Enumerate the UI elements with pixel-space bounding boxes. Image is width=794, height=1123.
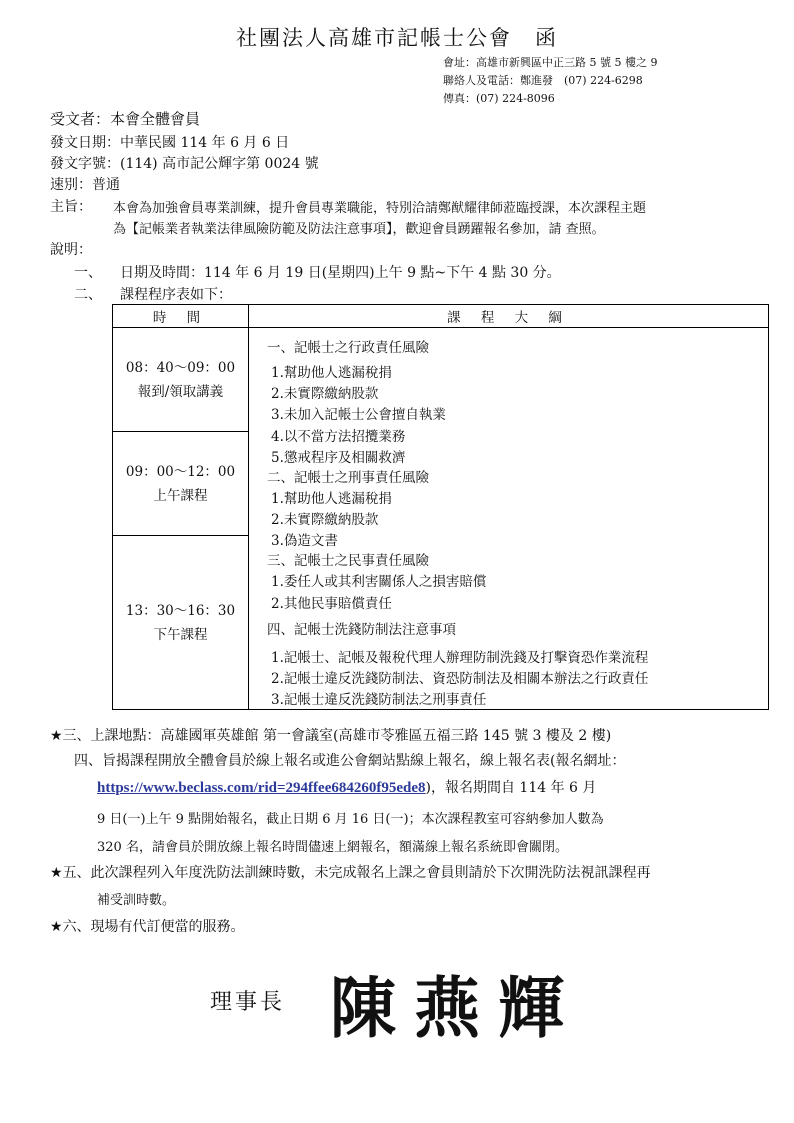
note-item-5 xyxy=(50,862,651,882)
note-item-4-text: 四、旨揭課程開放全體會員於線上報名或進公會網站點線上報名，線上報名表(報名網址： xyxy=(74,753,626,769)
outline-item: 3.未加入記帳士公會擅自執業 xyxy=(271,407,446,423)
outline-heading: 四、記帳士洗錢防制法注意事項 xyxy=(267,622,456,638)
time-range: 09：00～12：00 xyxy=(125,463,236,480)
outline-item: 4.以不當方法招攬業務 xyxy=(271,429,406,445)
chairman-signature: 陳燕輝 xyxy=(330,969,582,1047)
subject-line-1: 本會為加強會員專業訓練，提升會員專業職能，特別洽請鄭猷耀律師蒞臨授課，本次課程主題 xyxy=(113,201,647,216)
document-title: 社團法人高雄市記帳士公會 函 xyxy=(236,26,558,50)
star-icon: ★ xyxy=(50,865,63,881)
outline-item: 2.其他民事賠償責任 xyxy=(271,596,392,612)
outline-item: 1.幫助他人逃漏稅捐 xyxy=(271,365,392,381)
time-range: 13：30～16：30 xyxy=(125,602,236,619)
note-item-4-text-b: )，報名期間自 114 年 6 月 xyxy=(425,780,597,796)
note-item-4-line-3: 9 日(一)上午 9 點開始報名，截止日期 6 月 16 日(一)；本次課程教室可容納參加人數為 xyxy=(97,812,604,827)
outline-item: 3.偽造文書 xyxy=(271,533,338,549)
outline-item: 2.未實際繳納股款 xyxy=(271,512,379,528)
course-outline xyxy=(249,328,769,710)
recipient: 受文者：本會全體會員 xyxy=(50,110,201,128)
speed-level: 速別：普通 xyxy=(50,177,120,193)
outline-item: 2.未實際繳納股款 xyxy=(271,386,379,402)
star-icon: ★ xyxy=(50,919,63,935)
note-item-6 xyxy=(50,916,245,936)
outline-heading: 一、記帳士之行政責任風險 xyxy=(267,340,429,356)
note-item-5-text: 五、此次課程列入年度洗防法訓練時數，未完成報名上課之會員則請於下次開洗防法視訊課程再 xyxy=(62,865,651,881)
outline-heading: 二、記帳士之刑事責任風險 xyxy=(267,470,429,486)
table-header-row xyxy=(113,305,769,328)
item-2-text: 課程程序表如下： xyxy=(120,287,232,303)
subject-line-2: 為【記帳業者執業法律風險防範及防法注意事項】，歡迎會員踴躍報名參加，請 查照。 xyxy=(113,222,605,237)
time-column-header: 時 間 xyxy=(113,305,249,328)
slot-label: 上午課程 xyxy=(153,487,208,504)
note-item-4-line-1 xyxy=(74,750,705,770)
note-item-6-text: 六、現場有代訂便當的服務。 xyxy=(62,919,245,935)
note-item-3-text: 三、上課地點：高雄國軍英雄館 第一會議室(高雄市苓雅區五福三路 145 號 3 樓及 2 樓) xyxy=(62,728,612,744)
outline-item: 1.幫助他人逃漏稅捐 xyxy=(271,491,392,507)
time-slot-checkin xyxy=(113,328,249,432)
registration-link[interactable]: https://www.beclass.com/rid=294ffee684260f95ede8 xyxy=(97,780,426,796)
outline-item: 5.懲戒程序及相關救濟 xyxy=(271,450,406,466)
course-schedule-table xyxy=(112,304,769,710)
issue-date: 發文日期：中華民國 114 年 6 月 6 日 xyxy=(50,135,290,151)
contact-person: 聯絡人及電話：鄭進發 (07) 224-6298 xyxy=(443,74,643,87)
outline-item: 2.記帳士違反洗錢防制法、資恐防制法及相關本辦法之行政責任 xyxy=(271,671,649,687)
item-2-number: 二、 xyxy=(74,287,102,303)
outline-heading: 三、記帳士之民事責任風險 xyxy=(267,553,429,569)
outline-item: 3.記帳士違反洗錢防制法之刑事責任 xyxy=(271,692,487,708)
outline-column-header: 課 程 大 綱 xyxy=(249,305,769,328)
item-1-text: 日期及時間：114 年 6 月 19 日(星期四)上午 9 點~下午 4 點 30 分。 xyxy=(120,265,561,281)
outline-item: 1.委任人或其利害關係人之損害賠償 xyxy=(271,574,487,590)
outline-item: 1.記帳士、記帳及報稅代理人辦理防制洗錢及打擊資恐作業流程 xyxy=(271,650,649,666)
time-slot-morning xyxy=(113,432,249,536)
slot-label: 下午課程 xyxy=(153,626,208,643)
slot-label: 報到/領取講義 xyxy=(137,383,224,400)
table-row xyxy=(113,328,769,432)
item-1-number: 一、 xyxy=(74,265,102,281)
time-range: 08：40～09：00 xyxy=(125,359,236,376)
subject-label: 主旨： xyxy=(50,199,92,215)
explanation-label: 說明： xyxy=(50,242,92,258)
time-slot-afternoon xyxy=(113,536,249,710)
association-address: 會址：高雄市新興區中正三路 5 號 5 樓之 9 xyxy=(443,56,658,69)
star-icon: ★ xyxy=(50,728,63,744)
fax-number: 傳真：(07) 224-8096 xyxy=(443,92,555,105)
note-item-3 xyxy=(50,725,611,745)
note-item-4-line-4: 320 名，請會員於開放線上報名時間儘速上網報名，額滿線上報名系統即會關閉。 xyxy=(97,840,568,855)
note-item-5-line-2: 補受訓時數。 xyxy=(97,893,176,908)
document-number: 發文字號：(114) 高市記公輝字第 0024 號 xyxy=(50,156,319,172)
note-item-4-line-2 xyxy=(97,777,596,797)
chairman-title: 理事長 xyxy=(210,990,286,1015)
